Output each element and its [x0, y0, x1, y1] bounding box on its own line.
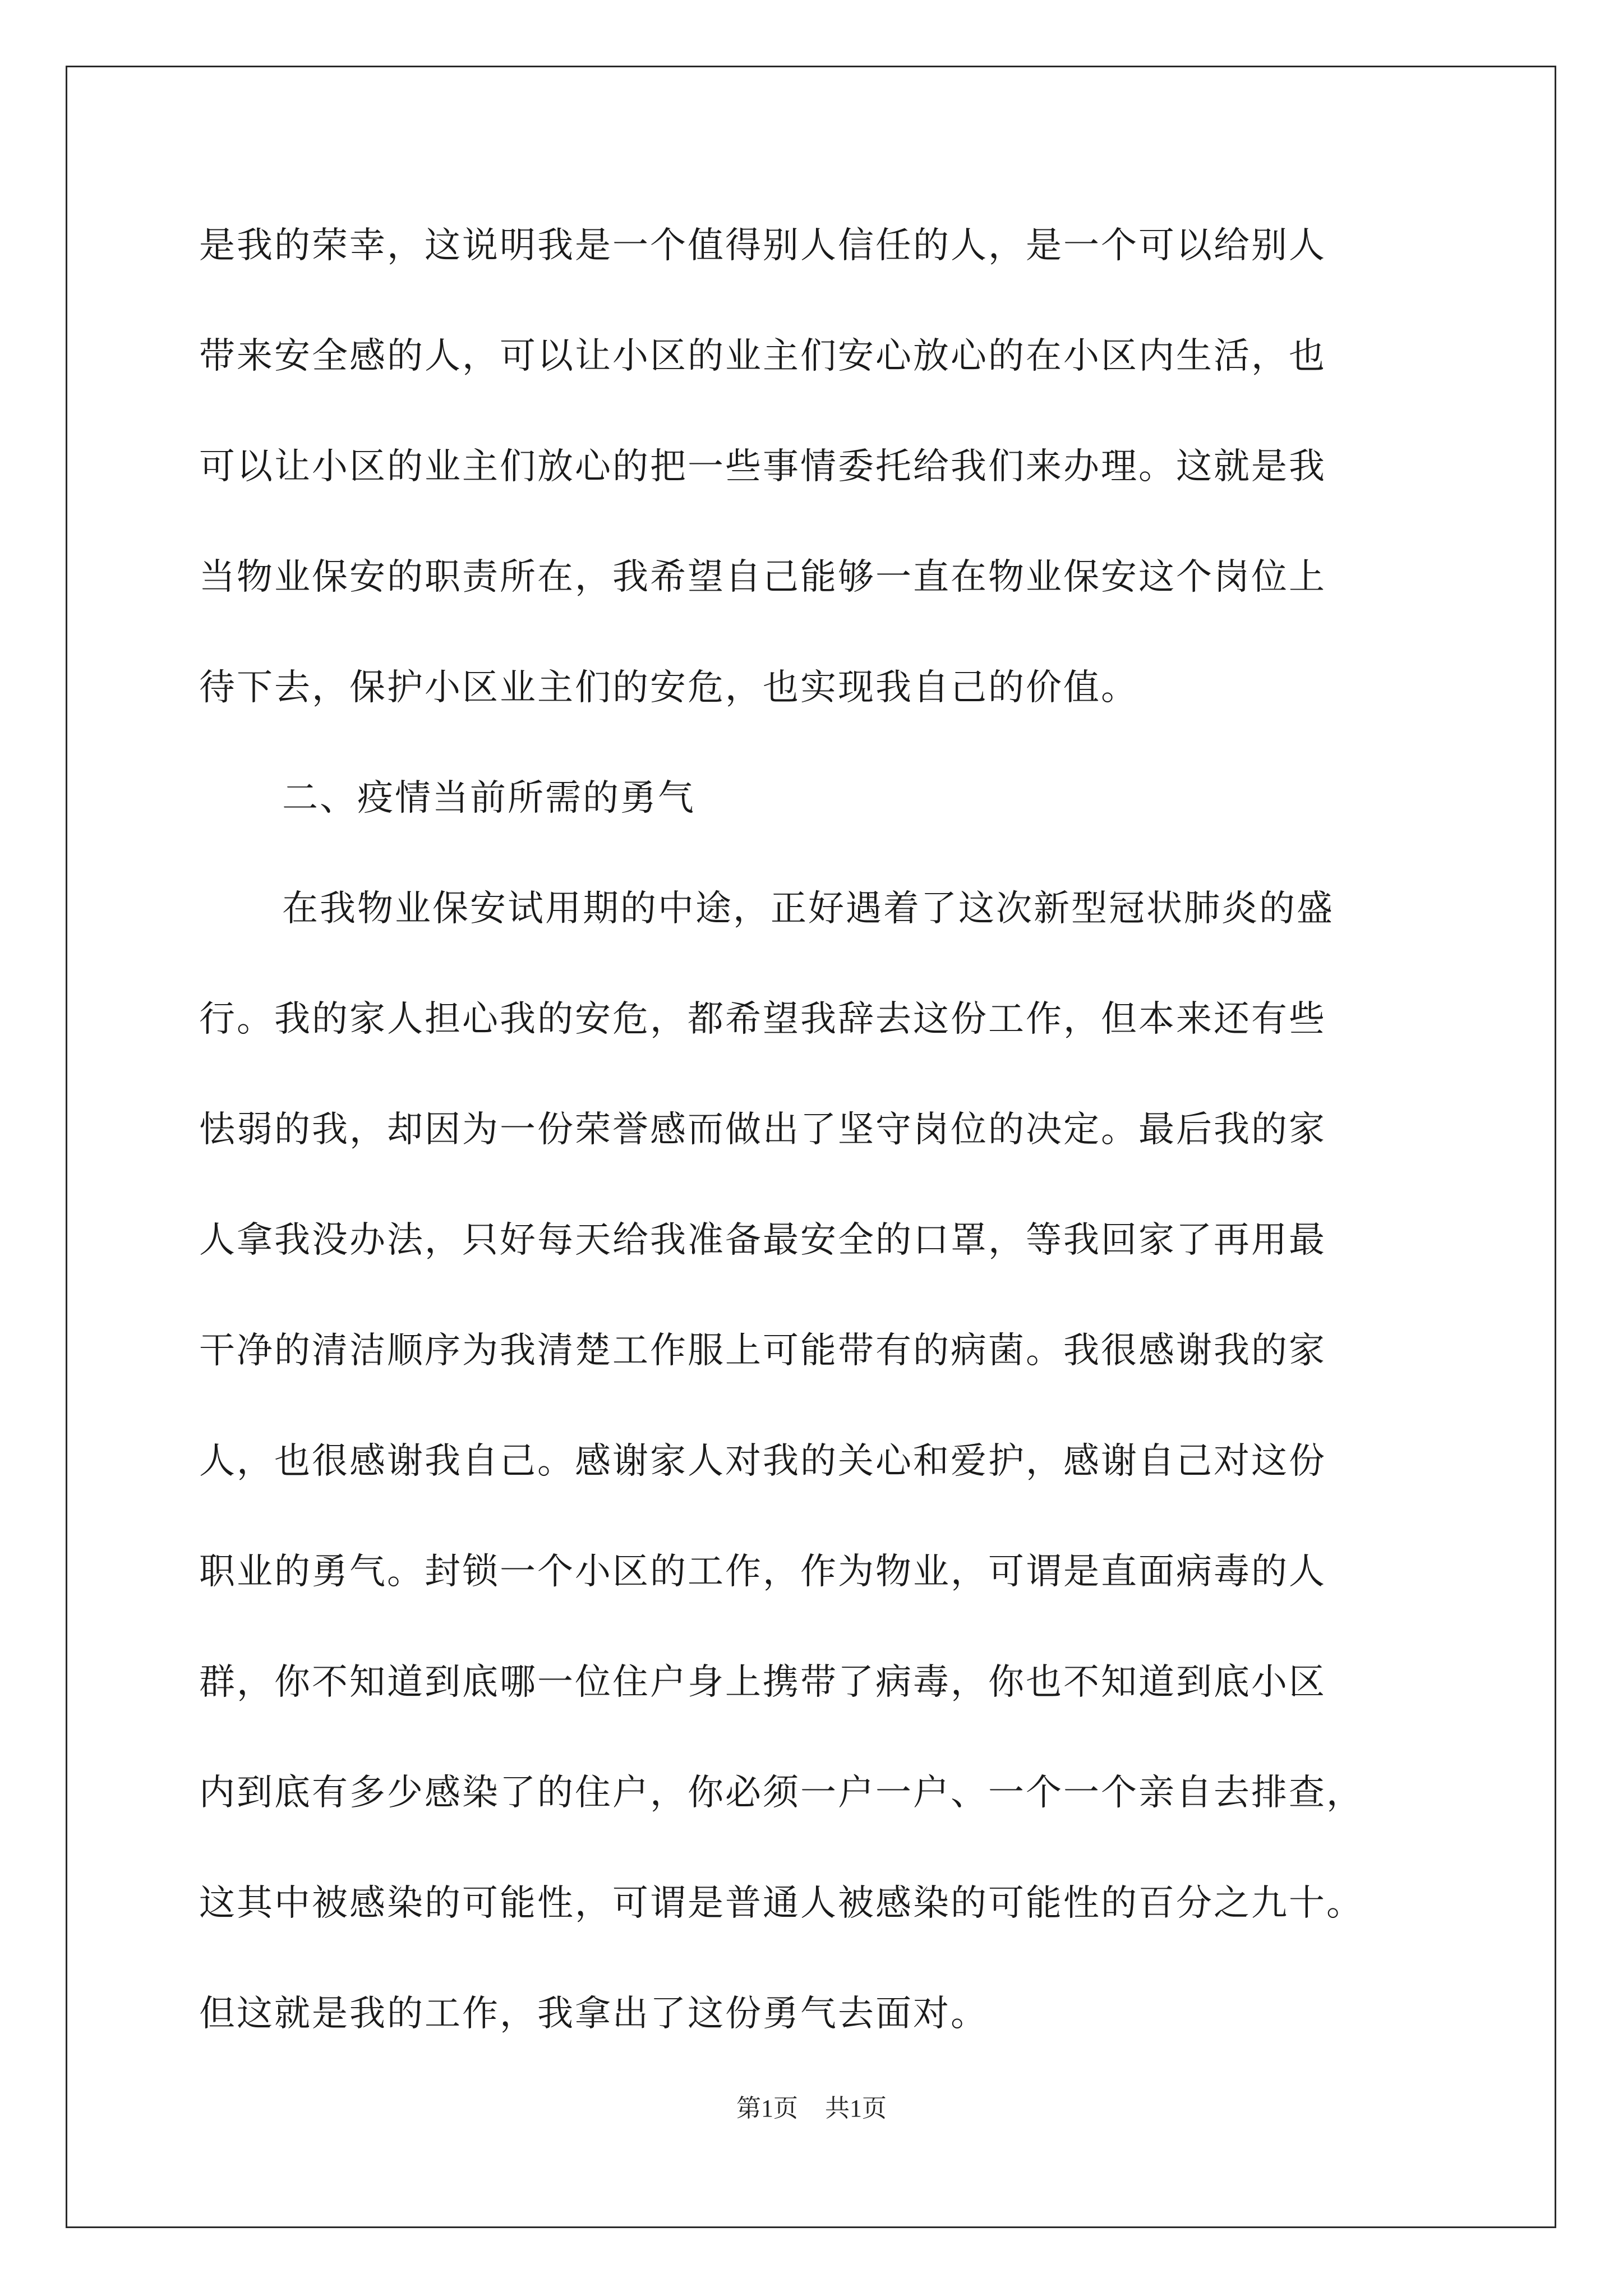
- document-body: [199, 219, 1455, 2097]
- text-line-13: 职业的勇气。封锁一个小区的工作，作为物业，可谓是直面病毒的人: [199, 1551, 1326, 1593]
- text-line-1: 是我的荣幸，这说明我是一个值得别人信任的人，是一个可以给别人: [199, 225, 1326, 266]
- text-line-12: 人，也很感谢我自己。感谢家人对我的关心和爱护，感谢自己对这份: [199, 1441, 1326, 1482]
- text-line-2: 带来安全感的人，可以让小区的业主们安心放心的在小区内生活，也: [199, 335, 1326, 377]
- text-line-3: 可以让小区的业主们放心的把一些事情委托给我们来办理。这就是我: [199, 446, 1326, 487]
- text-line-5: 待下去，保护小区业主们的安危，也实现我自己的价值。: [199, 667, 1138, 708]
- text-line-4: 当物业保安的职责所在，我希望自己能够一直在物业保安这个岗位上: [199, 556, 1326, 598]
- text-line-17: 但这就是我的工作，我拿出了这份勇气去面对。: [199, 1993, 988, 2035]
- text-line-14: 群，你不知道到底哪一位住户身上携带了病毒，你也不知道到底小区: [199, 1662, 1326, 1703]
- text-line-16: 这其中被感染的可能性，可谓是普通人被感染的可能性的百分之九十。: [199, 1883, 1364, 1924]
- page-total: 共1页: [825, 2095, 887, 2122]
- text-line-10: 人拿我没办法，只好每天给我准备最安全的口罩，等我回家了再用最: [199, 1220, 1326, 1261]
- text-line-15: 内到底有多少感染了的住户，你必须一户一户、一个一个亲自去排查，: [199, 1772, 1364, 1814]
- text-line-7: 在我物业保安试用期的中途，正好遇着了这次新型冠状肺炎的盛: [282, 888, 1334, 930]
- section-heading: 二、疫情当前所需的勇气: [282, 777, 695, 819]
- text-line-11: 干净的清洁顺序为我清楚工作服上可能带有的病菌。我很感谢我的家: [199, 1330, 1326, 1372]
- page-number: 第1页: [736, 2095, 798, 2122]
- page-footer: [0, 2088, 1623, 2124]
- text-line-8: 行。我的家人担心我的安危，都希望我辞去这份工作，但本来还有些: [199, 999, 1326, 1040]
- text-line-9: 怯弱的我，却因为一份荣誉感而做出了坚守岗位的决定。最后我的家: [199, 1109, 1326, 1151]
